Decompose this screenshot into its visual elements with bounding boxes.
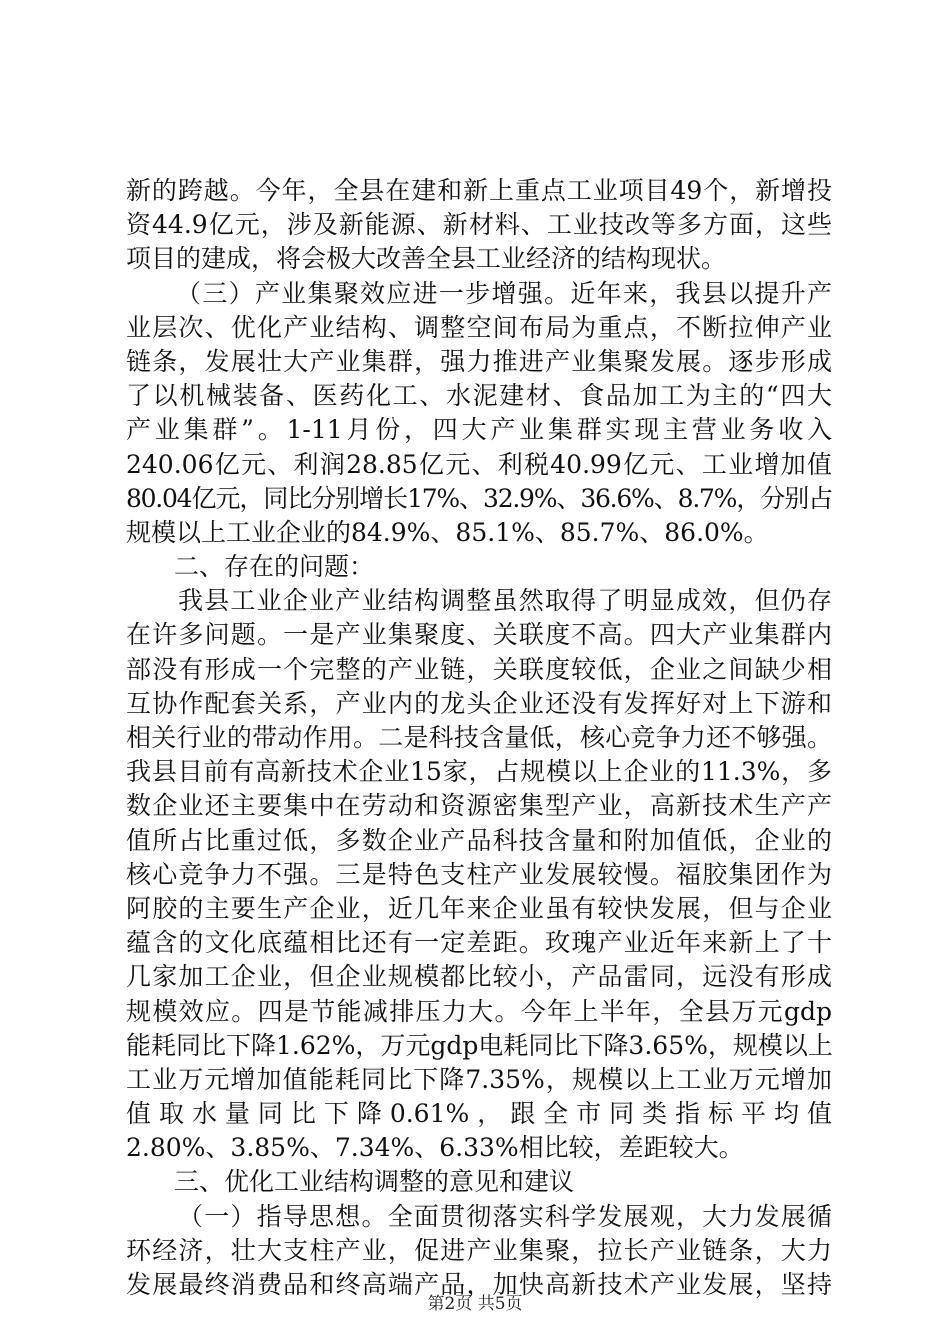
- text-line: 蕴含的文化底蕴相比还有一定差距。玫瑰产业近年来新上了十: [126, 928, 832, 958]
- text-line: 环经济，壮大支柱产业，促进产业集聚，拉长产业链条，大力: [126, 1235, 832, 1265]
- text-line: 资44.9亿元，涉及新能源、新材料、工业技改等多方面，这些: [126, 210, 832, 240]
- text-line: 在许多问题。一是产业集聚度、关联度不高。四大产业集群内: [126, 620, 832, 650]
- text-line: 2.80%、3.85%、7.34%、6.33%相比较，差距较大。: [126, 1133, 744, 1163]
- section-heading: 三、优化工业结构调整的意见和建议: [174, 1167, 575, 1197]
- text-line: 了以机械装备、医药化工、水泥建材、食品加工为主的“四大: [126, 381, 832, 411]
- text-line: 项目的建成，将会极大改善全县工业经济的结构现状。: [126, 244, 727, 274]
- text-line: 核心竞争力不强。三是特色支柱产业发展较慢。福胶集团作为: [126, 859, 832, 889]
- text-line: 发展最终消费品和终高端产品，加快高新技术产业发展，坚持: [126, 1270, 832, 1299]
- text-line: 规模以上工业企业的84.9%、85.1%、85.7%、86.0%。: [126, 517, 769, 547]
- text-line: 互协作配套关系，产业内的龙头企业还没有发挥好对上下游和: [126, 688, 832, 718]
- text-line: 数企业还主要集中在劳动和资源密集型产业，高新技术生产产: [126, 791, 832, 821]
- paragraph-start-line: （三）产业集聚效应进一步增强。近年来，我县以提升产: [176, 278, 832, 308]
- text-line: 相关行业的带动作用。二是科技含量低，核心竞争力还不够强。: [126, 723, 832, 752]
- text-line: 业层次、优化产业结构、调整空间布局为重点，不断拉伸产业: [126, 312, 832, 342]
- paragraph-start-line: 我县工业企业产业结构调整虽然取得了明显成效，但仍存: [178, 586, 832, 616]
- text-line: 规模效应。四是节能减排压力大。今年上半年，全县万元gdp: [126, 996, 832, 1026]
- text-line: 值取水量同比下降0.61%，跟全市同类指标平均值: [126, 1099, 832, 1129]
- text-line: 值所占比重过低，多数企业产品科技含量和附加值低，企业的: [126, 825, 832, 855]
- page-footer: [0, 1294, 950, 1314]
- text-line: 产业集群”。1-11月份，四大产业集群实现主营业务收入: [126, 415, 832, 445]
- section-heading: 二、存在的问题：: [174, 552, 375, 582]
- text-line: 能耗同比下降1.62%，万元gdp电耗同比下降3.65%，规模以上: [126, 1030, 833, 1060]
- text-line: 新的跨越。今年，全县在建和新上重点工业项目49个，新增投: [126, 176, 832, 205]
- text-line: 80.04亿元，同比分别增长17%、32.9%、36.6%、8.7%，分别占: [126, 483, 832, 513]
- text-line: 阿胶的主要生产企业，近几年来企业虽有较快发展，但与企业: [126, 893, 832, 923]
- text-line: 我县目前有高新技术企业15家，占规模以上企业的11.3%，多: [126, 757, 832, 787]
- text-line: 240.06亿元、利润28.85亿元、利税40.99亿元、工业增加值: [126, 449, 832, 479]
- paragraph-start-line: （一）指导思想。全面贯彻落实科学发展观，大力发展循: [178, 1201, 832, 1231]
- page-number-label: 第2页 共5页: [427, 1294, 523, 1314]
- text-line: 链条，发展壮大产业集群，强力推进产业集聚发展。逐步形成: [126, 346, 832, 376]
- text-line: 工业万元增加值能耗同比下降7.35%，规模以上工业万元增加: [126, 1064, 832, 1094]
- text-line: 部没有形成一个完整的产业链，关联度较低，企业之间缺少相: [126, 654, 832, 684]
- text-line: 几家加工企业，但企业规模都比较小，产品雷同，远没有形成: [126, 962, 832, 992]
- document-body: [126, 174, 832, 1302]
